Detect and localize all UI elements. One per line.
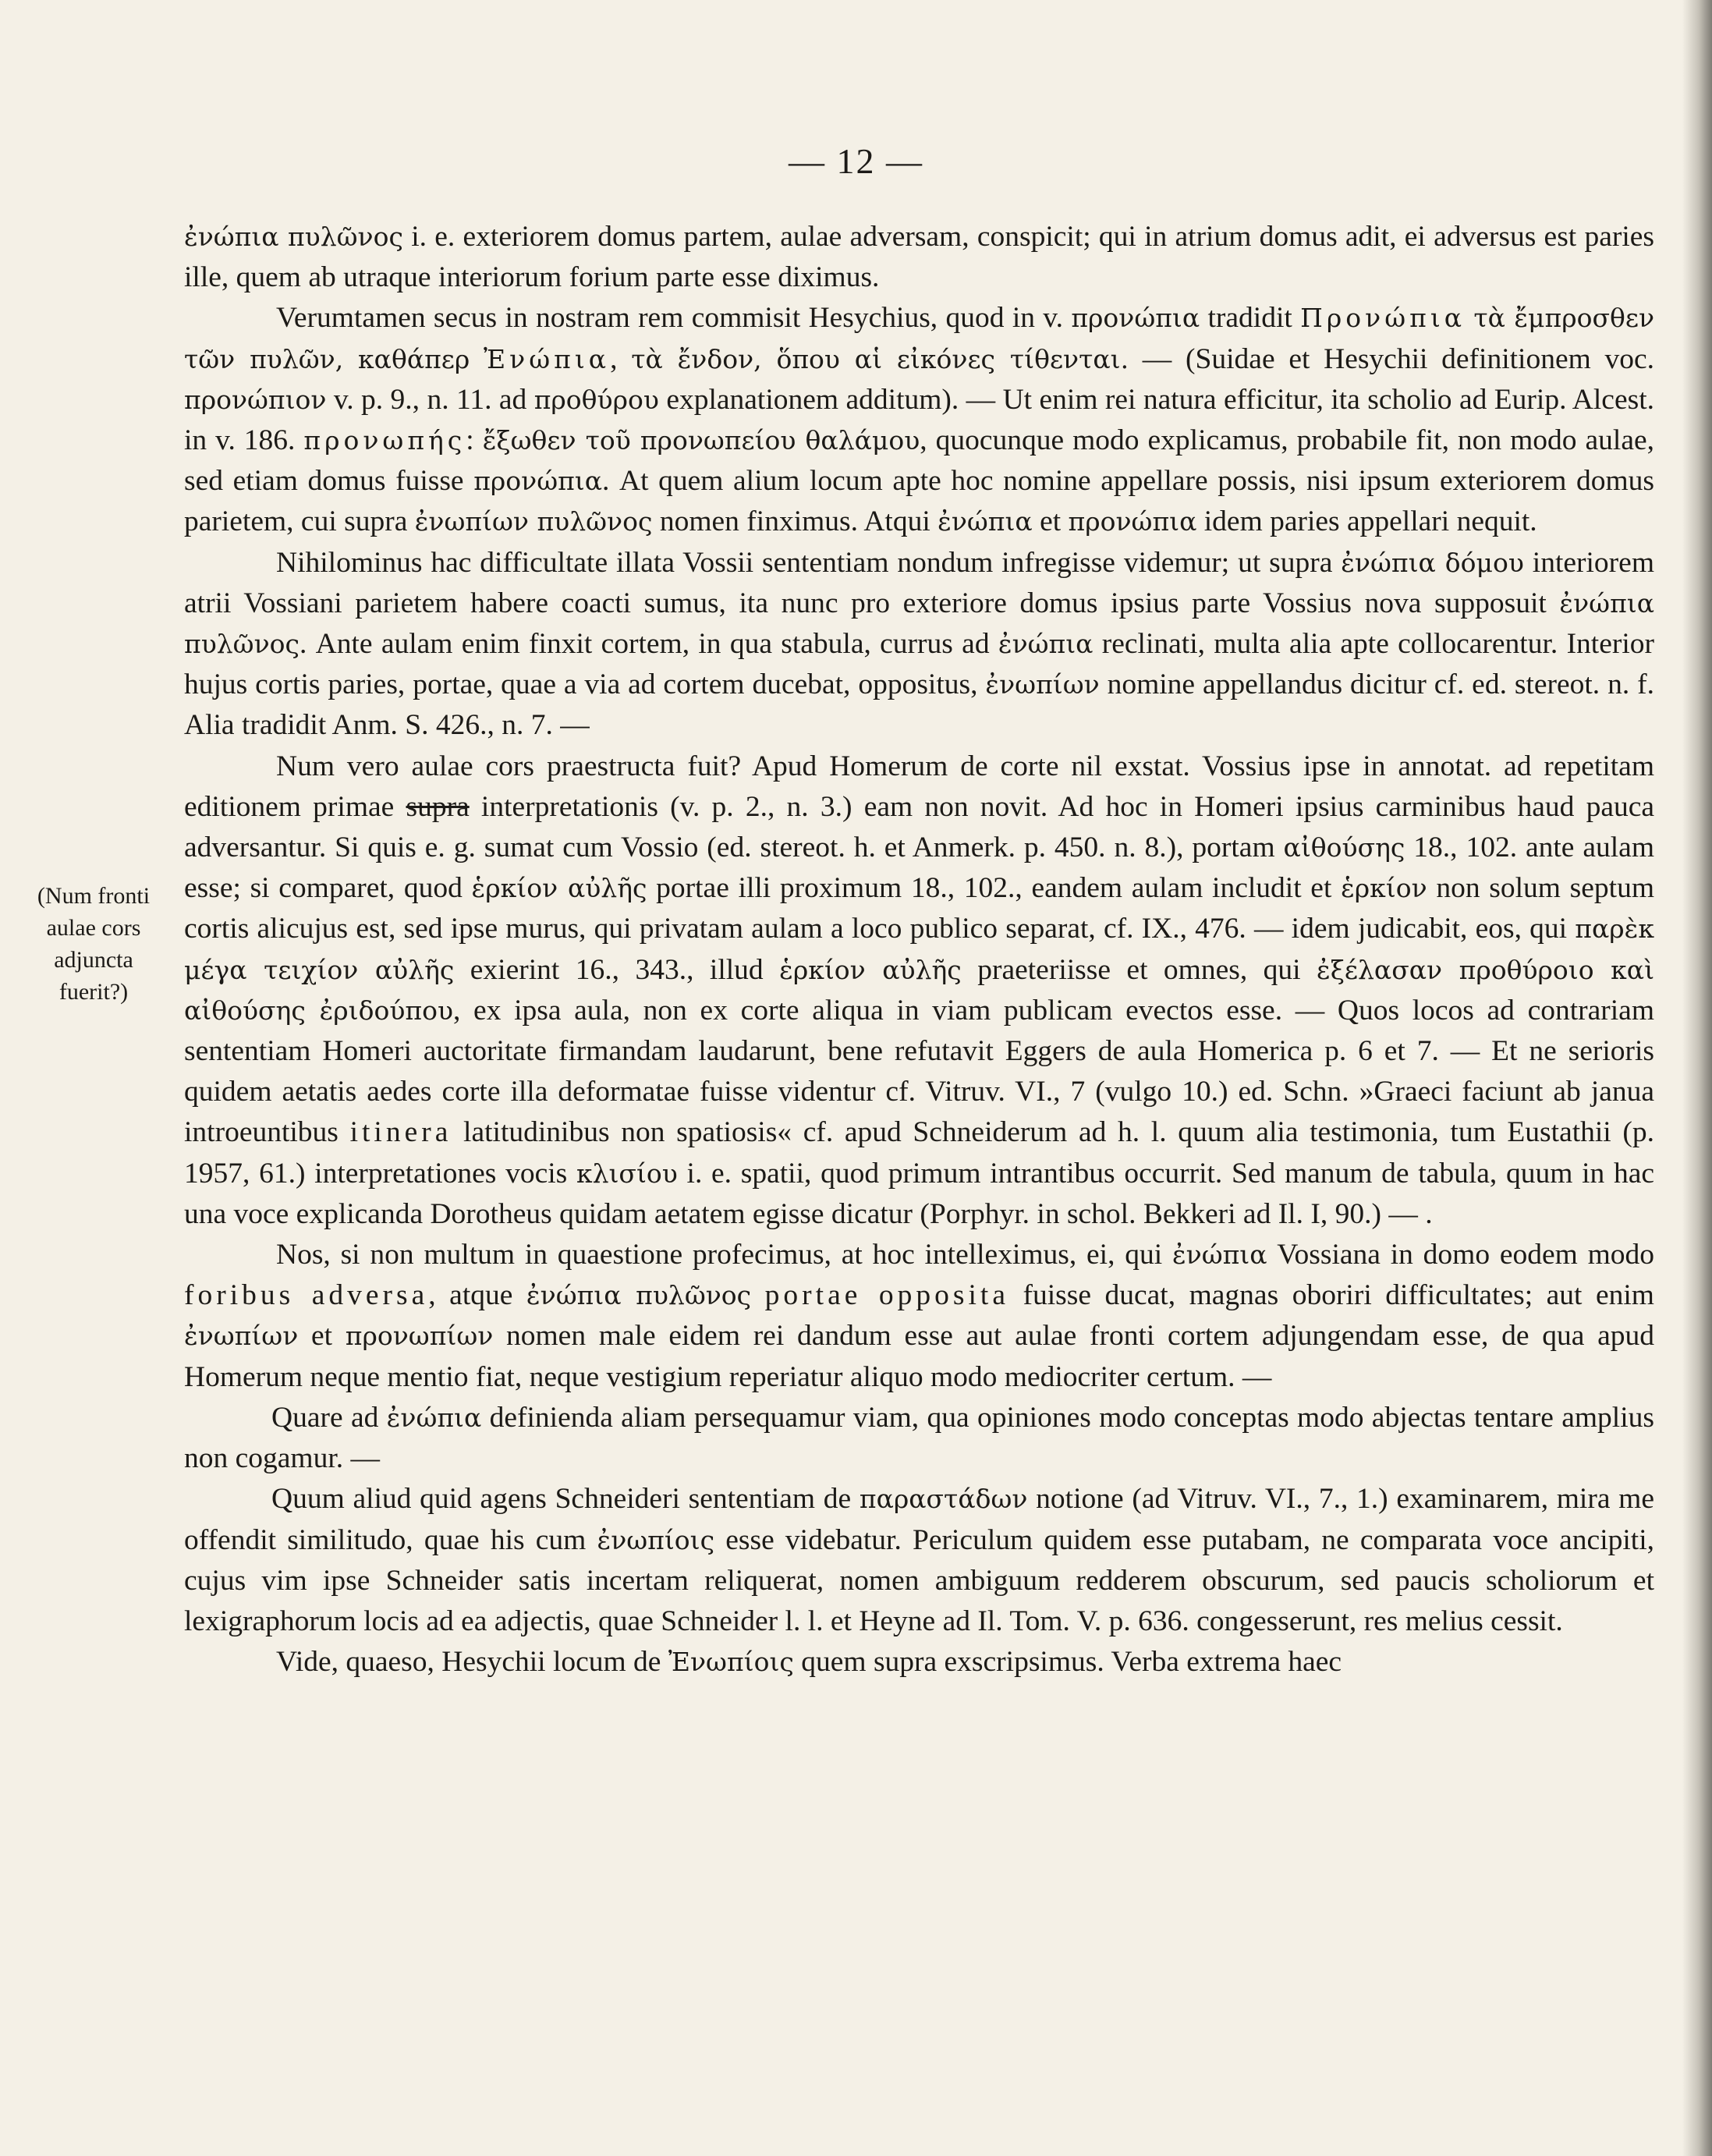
text-run-greek: ἐνώπια πυλῶνος [184, 222, 403, 252]
text-run-greek: ἐνώπια [386, 1402, 482, 1433]
text-run-greek: ἐξέλασαν προθύροιο καὶ αἰθούσης ἐριδούπου [184, 954, 1655, 1026]
text-run-spaced: foribus adversa [184, 1279, 429, 1312]
text-run: . At quem alium locum apte hoc nomine appellare possis, nisi ipsum exteriorem domus parietem, cui supra [184, 465, 1654, 538]
margin-note-line: fuerit?) [58, 979, 129, 1005]
text-run-greek: προνώπιον [184, 384, 327, 415]
margin-note-line: aulae cors [46, 915, 141, 941]
text-run: Quare ad [271, 1401, 387, 1434]
text-run: Vossiana in domo eodem modo [1267, 1239, 1654, 1271]
text-run: : [466, 424, 483, 457]
text-run-greek: τὰ ἔνδον, ὅπου αἱ εἰκόνες τίθενται. [631, 343, 1129, 374]
text-run: fuisse ducat, magnas oboriri difficultates; aut enim [1008, 1279, 1654, 1312]
text-run: praeteriisse et omnes, qui [961, 953, 1317, 986]
text-run-greek: ἑρκίον αὐλῆς [471, 873, 647, 904]
paragraph [184, 543, 1654, 746]
paragraph [184, 1235, 1654, 1398]
paragraph [184, 1479, 1654, 1642]
text-run: , atque [428, 1279, 526, 1312]
text-run-strike: supra [406, 790, 470, 823]
text-run: i. e. spatii, quod primum intrantibus occurrit. Sed manum de tabula, quum in hac una voce explicanda Dorotheus quidam aetatem egisse dicatur (Porphyr. in schol. Bekkeri ad Il. I, 90.) — . [184, 1157, 1654, 1230]
text-run: tradidit [1200, 302, 1301, 335]
text-run: Nos, si non multum in quaestione profecimus, at hoc intelleximus, ei, qui [276, 1239, 1172, 1271]
text-run-greek: ἑρκίον αὐλῆς [779, 954, 962, 985]
text-run-greek: ἐνωπίων [184, 1321, 299, 1352]
text-run-greek: προνωπίων [345, 1321, 494, 1352]
text-run: , quocunque modo explicamus, probabile fit, non modo aulae, sed etiam domus fuisse [184, 424, 1655, 498]
text-run-spaced: itinera [349, 1116, 452, 1149]
text-run: 18., 102. ante aulam esse; si comparet, quod [184, 832, 1654, 905]
text-run: interpretationis (v. p. 2., n. 3.) eam non novit. Ad hoc in Homeri ipsius carminibus haud pauca adversantur. Si quis e. g. sumat cum Vossio (ed. stereot. h. et Anmerk. p. 450. n. 8.), portam [184, 790, 1654, 864]
margin-note-line: adjuncta [54, 947, 133, 973]
text-run: definienda aliam persequamur viam, qua opiniones modo conceptas modo abjectas tentare amplius non cogamur. — [184, 1401, 1654, 1475]
text-run-spaced: portae opposita [764, 1279, 1009, 1312]
text-run-greek: τὰ ἔμπροσθεν τῶν πυλῶν, καθάπερ [184, 303, 1655, 374]
text-run [751, 1279, 765, 1311]
margin-note [16, 880, 172, 1008]
text-run: interiorem atrii Vossiani parietem habere coacti sumus, ita nunc pro exteriore domus ipsius parte Vossius nova supposuit [184, 546, 1654, 619]
text-run-greek: ἐνώπια δόμου [1341, 547, 1524, 578]
text-run-greek: αἰθούσης [1283, 832, 1405, 863]
text-run-greek: ἐνωπίοις [597, 1524, 715, 1555]
text-run: v. p. 9., n. 11. ad [326, 383, 534, 416]
text-run-greek: προνώπια [473, 466, 603, 497]
text-run-greek: ἑρκίον [1341, 873, 1427, 904]
text-run: , [610, 342, 632, 375]
paragraph [184, 746, 1654, 1235]
text-run-greek: ἐνώπια [998, 629, 1093, 660]
text-run-greek: ἐνώπια πυλῶνος [526, 1280, 752, 1311]
paragraph [184, 217, 1654, 298]
text-run-greek: Ἐνώπια [484, 343, 611, 374]
page-number: — 12 — [789, 141, 923, 181]
text-run-greek: προνώπια [1068, 506, 1197, 537]
text-run: — (Suidae et Hesychii definitionem voc. [1129, 342, 1655, 375]
text-run-greek: Προνώπια [1300, 303, 1466, 334]
text-run: reclinati, multa alia apte collocarentur. Interior hujus cortis paries, portae, quae a via ad cortem ducebat, oppositus, [184, 628, 1655, 701]
text-run: et [1032, 505, 1069, 538]
text-run: idem paries appellari nequit. [1196, 505, 1537, 538]
text-run-greek: Ἐνωπίοις [668, 1647, 794, 1678]
text-run: Verumtamen secus in nostram rem commisit Hesychius, quod in v. [276, 302, 1072, 335]
paragraph [184, 1642, 1654, 1683]
text-run: exierint 16., 343., illud [454, 953, 780, 986]
text-run-greek: ἔξωθεν τοῦ προνωπείου θαλάμου [482, 425, 920, 456]
text-run-greek: ἐνωπίων [985, 669, 1100, 700]
text-run: Num vero aulae cors praestructa fuit? Apud Homerum de corte nil exstat. Vossius ipse in annotat. ad repetitam editionem primae [184, 750, 1654, 823]
text-run: Quum aliud quid agens Schneideri sententiam de [271, 1483, 860, 1516]
text-run-greek: κλισίου [576, 1158, 678, 1189]
book-spine-shadow [1682, 0, 1712, 2156]
paragraph [184, 1398, 1654, 1479]
text-run [470, 343, 484, 375]
text-run: nomine appellandus dicitur cf. ed. stereot. n. f. Alia tradidit Anm. S. 426., n. 7. — [184, 668, 1654, 742]
text-run: nomen finximus. Atqui [652, 505, 938, 538]
body-text [184, 217, 1654, 1683]
text-run-greek: ἐνώπια [1171, 1239, 1267, 1271]
text-run: Nihilominus hac difficultate illata Vossii sententiam nondum infregisse videmur; ut supra [276, 546, 1342, 579]
text-run-greek: προνώπια [1071, 303, 1200, 334]
text-run: non solum septum cortis alicujus est, sed ipse murus, qui privatam aulam a loco publico separat, cf. IX., 476. — idem judicabit, eos, qui [184, 872, 1654, 945]
text-run-greek: ἐνωπίων πυλῶνος [414, 506, 653, 537]
text-run: notione (ad Vitruv. VI., 7., 1.) examinarem, mira me offendit similitudo, quae his cum [184, 1483, 1654, 1556]
text-run: . Ante aulam enim finxit cortem, in qua stabula, currus ad [299, 628, 998, 661]
text-run: et [298, 1320, 346, 1353]
text-run: Vide, quaeso, Hesychii locum de [276, 1646, 668, 1679]
paragraph [184, 298, 1654, 542]
text-run [1466, 302, 1473, 334]
text-run-greek: προνωπής [303, 425, 466, 456]
margin-note-line: (Num fronti [37, 883, 151, 909]
text-run: quem supra exscripsimus. Verba extrema haec [793, 1646, 1342, 1679]
text-run: i. e. exteriorem domus partem, aulae adversam, conspicit; qui in atrium domus adit, ei adversus est paries ille, quem ab utraque interiorum forium parte esse diximus. [184, 221, 1654, 294]
text-run: portae illi proximum 18., 102., eandem aulam includit et [647, 872, 1342, 905]
text-run: latitudinibus non spatiosis« cf. apud Schneiderum ad h. l. quum alia testimonia, tum Eustathii (p. 1957, 61.) interpretationes vocis [184, 1116, 1654, 1190]
text-run: explanationem additum). — Ut enim rei natura efficitur, ita scholio ad Eurip. Alcest. in v. 186. [184, 383, 1654, 457]
text-run-greek: προθύρου [533, 384, 659, 415]
text-run: nomen male eidem rei dandum esse aut aulae fronti cortem adjungendam esse, de qua apud Homerum neque mentio fiat, neque vestigium reperiatur aliquo modo mediocriter certum. — [184, 1320, 1654, 1393]
text-run-greek: παραστάδων [859, 1484, 1028, 1515]
text-run-greek: παρὲκ μέγα τειχίον αὐλῆς [184, 913, 1654, 985]
text-run-greek: ἐνώπια πυλῶνος [184, 587, 1654, 660]
text-run-greek: ἐνώπια [938, 506, 1033, 537]
text-run: esse videbatur. Periculum quidem esse putabam, ne comparata voce ancipiti, cujus vim ipse Schneider satis incertam reliquerat, nomen ambiguum redderem obscurum, sed paucis scholiorum et lexigraphorum locis ad ea adjectis, quae Schneider l. l. et Heyne ad Il. Tom. V. p. 636. congesserunt, res melius cessit. [184, 1523, 1655, 1637]
text-run: , ex ipsa aula, non ex corte aliqua in viam publicam evectos esse. — Quos locos ad contrariam sententiam Homeri auctoritate firmandam laudarunt, bene refutavit Eggers de aula Homerica p. 6 et 7. — Et ne serioris quidem aetatis aedes corte illa deformatae fuisse videntur cf. Vitruv. VI., 7 (vulgo 10.) ed. Schn. »Graeci faciunt ab janua introeuntibus [184, 994, 1654, 1149]
